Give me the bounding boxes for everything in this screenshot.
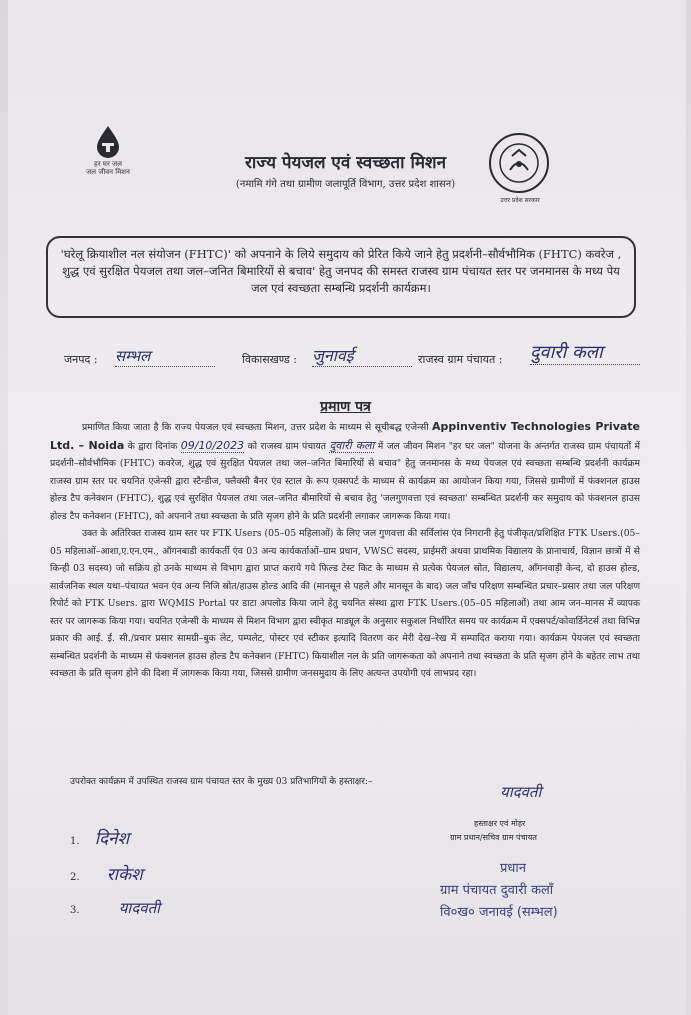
date-prefix: के द्वारा दिनांक bbox=[127, 440, 178, 452]
signature-number: 2. bbox=[70, 872, 80, 883]
para1-rest: में जल जीवन मिशन "हर घर जल" योजना के अन्तर्गत राजस्व ग्राम पंचायतों में प्रदर्शनी–सौर्वभौमिक (FHTC) कवरेज, शुद्ध एवं सुरक्षित पेयजल तथा जल–जनित बिमारियों से बचाव" हेतु जनमानस के मध्य पेयजल एवं स्वच्छता सम्बन्धि प्रदर्शनी कार्यक्रम राजस्व ग्राम स्तर पर चयनित एजेन्सी द्वारा स्टैन्डीज, फ्लैक्सी बैनर एंव स्टाल के रूप एक्सपर्ट के माध्यम से कार्यक्रम का आयोजन किया गया, जिससे ग्रामीणों में फंक्शनल हाउस होल्ड टैप कनेक्शन (FHTC), शुद्ध एवं सुरक्षित पेयजल तथा जल–जनित बीमारियों से बचाव हेतु 'जलगुणवत्ता एवं स्वच्छता' सम्बन्धित प्रदर्शनी कर समुदाय को फंक्शनल हाउस होल्ड टैप कनेक्शन (FHTC), को अपनाने तथा स्वच्छता के प्रति सृजग होने के प्रति प्रदर्शनी लगाकर जागरूक किया गया। bbox=[50, 440, 641, 522]
signature-number: 1. bbox=[70, 836, 80, 847]
signature-name: दिनेश bbox=[94, 829, 130, 849]
logo-text-1: हर घर जल bbox=[94, 160, 122, 168]
agency-name: Appinventiv Technologies Private Ltd. – Noida bbox=[50, 420, 641, 452]
village-handwritten: दुवारी कला bbox=[329, 438, 375, 452]
certificate-heading: प्रमाण पत्र bbox=[320, 399, 371, 415]
signature-number: 3. bbox=[70, 905, 80, 916]
sign-label: हस्ताक्षर एवं मोहर bbox=[474, 819, 526, 828]
signature-row-1 bbox=[70, 826, 129, 849]
logo-text-2: जल जीवन मिशन bbox=[86, 168, 130, 176]
program-banner: 'घरेलू क्रियाशील नल संयोजन (FHTC)' को अपनाने के लिये समुदाय को प्रेरित किये जाने हेतु प्रदर्शनी–सौर्वभौमिक (FHTC) कवरेज , शुद्ध एवं सुरक्षित पेयजल तथा जल–जनित बिमारियों से बचाव' हेतु जनपद की समस्त राजस्व ग्राम पंचायत स्तर पर जनमानस के मध्य पेय जल एवं स्वच्छता सम्बन्धि प्रदर्शनी कार्यक्रम। bbox=[46, 236, 636, 318]
village-label: राजस्व ग्राम पंचायत : bbox=[418, 353, 503, 366]
stamp-line-1: प्रधान bbox=[500, 861, 526, 876]
stamp-line-3: वि०ख० जनावई (सम्भल) bbox=[440, 905, 558, 920]
page-title: राज्य पेयजल एवं स्वच्छता मिशन bbox=[244, 153, 447, 173]
date-suffix: को राजस्व ग्राम पंचायत bbox=[247, 440, 326, 452]
date-value: 09/10/2023 bbox=[180, 438, 245, 452]
paragraph-1 bbox=[50, 418, 640, 525]
signatures-intro: उपरोक्त कार्यक्रम में उपस्थित राजस्व ग्राम पंचायत स्तर के मुख्य 03 प्रतिभागियों के हस्ताक्षर:– bbox=[70, 777, 373, 787]
certificate-body bbox=[50, 418, 640, 683]
signature-row-3 bbox=[70, 898, 160, 918]
emblem-caption: उत्तर प्रदेश सरकार bbox=[500, 197, 540, 204]
district-value: सम्भल bbox=[115, 346, 215, 367]
signature-name: राकेश bbox=[106, 865, 143, 885]
signature-row-2 bbox=[70, 862, 143, 885]
block-value: जुनावई bbox=[312, 344, 412, 367]
page-subtitle: (नमामि गंगे तथा ग्रामीण जलापूर्ति विभाग, उत्तर प्रदेश शासन) bbox=[235, 179, 456, 190]
district-label: जनपद : bbox=[64, 353, 98, 366]
sign-role: ग्राम प्रधान/सचिव ग्राम पंचायत bbox=[450, 833, 537, 842]
stamp-line-2: ग्राम पंचायत दुवारी कलाँ bbox=[440, 883, 554, 898]
pradhan-stamp bbox=[440, 858, 636, 924]
paragraph-2: उक्त के अतिरिक्त राजस्व ग्राम स्तर पर FTK Users (05–05 महिलाओं) के लिए जल गुणवत्ता की सर्विलांस एंव निगरानी हेतु पंजीकृत/प्रशिक्षित FTK Users.(05–05 महिलाओं–आशा,ए.एन.एम., ऑगनबाडी कार्यकर्ती एंव 03 अन्य कार्यकर्ताओं–ग्राम प्रधान, VWSC सदस्य, प्राईमरी अथवा प्राथमिक विद्यालय के प्रानाचार्य, विज्ञान छात्रों में से किन्ही 03 सदस्य) जो सक्रिय हो उनके माध्यम से विभाग द्वारा प्राप्त कराये गये फिल्ड टेस्ट किट के माध्यम से प्रत्येक पेयजल स्रोत, विद्यालय, आँगनवाड़ी केन्द, दो हाउस होल्ड, सार्वजनिक स्थल यथा–पंचायत भवन एंव अन्य निजि स्रोत/हाउस होल्ड आदि की (मानसून से पहले और मानसून के बाद) जल जाँच परिक्षण सम्बन्धित प्रचार–प्रसार तथा जल परिक्षण रिपोर्ट को FTK Users. द्वारा WQMIS Portal पर डाटा अपलोड किया जाने हेतु चयनित संस्था द्वारा FTK Users.(05–05 महिलाओं) तथा आम जन–मानस में व्यापक स्तर पर जागरूक किया गया। चयनित एजेन्सी के माध्यम से मिशन विभाग द्वारा स्वीकृत माड्यूल के अनुसार सकुशल निर्धारित समय पर कार्यक्रम में एक्सपर्ट/कोवार्डिनेटर्स तथा विभिन्न प्रकार की आई. ई. सी./प्रचार प्रसार सामग्री–बुक लेट, पम्पलेट, पोस्टर एवं स्टीकर इत्यादि वितरण कर मेरी देख–रेख में सम्पादित कराया गया। कार्यक्रम पेयजल एवं स्वच्छता सम्बन्धित प्रदर्शनी के माध्यम से फंक्शनल हाउस होल्ड टैप कनेक्शन (FHTC) कियाशील नल के प्रति जागरूकता को अपनाने तथा स्वच्छता के प्रति सृजग होने के बहेतर लाभ तथा स्वच्छता के प्रति सृजग होने की दिशा में जागरूक किया गया, जिससे ग्रामीण जनसमुदाय के लिए अत्यन्त उपयोगी एवं लाभप्रद रहा। bbox=[50, 528, 640, 679]
pradhan-signature: यादवती bbox=[500, 783, 542, 801]
signature-name: यादवती bbox=[118, 899, 161, 917]
village-value: दुवारी कला bbox=[530, 340, 640, 365]
para1-start: प्रमाणित किया जाता है कि राज्य पेयजल एवं स्वच्छता मिशन, उत्तर प्रदेश के माध्यम से सूचीबद्ध एजेन्सी bbox=[82, 422, 429, 433]
block-label: विकासखण्ड : bbox=[242, 353, 298, 366]
